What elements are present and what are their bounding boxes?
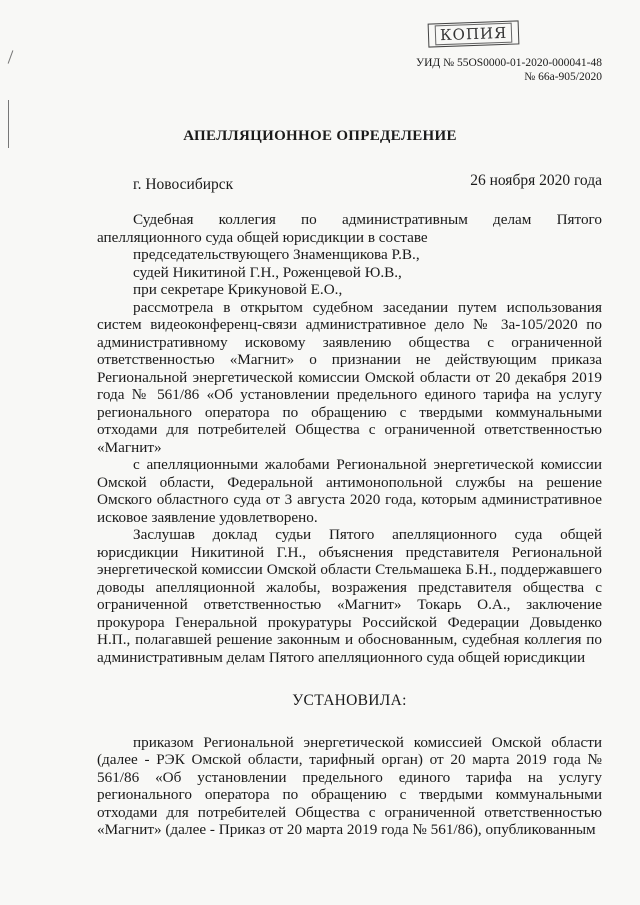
copy-stamp-label: КОПИЯ — [435, 23, 513, 46]
established-paragraph: приказом Региональной энергетической комиссией Омской области (далее - РЭК Омской области, тарифный орган) от 20 марта 2019 года № 561/86 «Об установлении предельного единого тарифа на услугу регионального оператора по обращению с твердыми коммунальными отходами для потребителей Общества с ограниченной ответственностью «Магнит» (далее - Приказ от 20 марта 2019 года № 561/86), опубликованным — [97, 733, 602, 838]
copy-stamp — [428, 20, 520, 47]
heard-paragraph: Заслушав доклад судьи Пятого апелляционного суда общей юрисдикции Никитиной Г.Н., объяснения представителя Региональной энергетической комиссии Омской области Стельмашека Б.Н., поддержавшего доводы апелляционной жалобы, возражения представителя общества с ограниченной ответственностью «Магнит» Токарь О.А., заключение прокурора Генеральной прокуратуры Российской Федерации Довыденко Н.П., полагавшей решение законным и обоснованным, судебная коллегия по административным делам Пятого апелляционного суда общей юрисдикции — [97, 526, 602, 666]
intro-paragraph: Судебная коллегия по административным делам Пятого апелляционного суда общей юрисдикции в составе — [97, 211, 602, 246]
judges: судей Никитиной Г.Н., Роженцевой Ю.В., — [133, 263, 402, 281]
city: г. Новосибирск — [133, 176, 234, 193]
secretary: при секретаре Крикуновой Е.О., — [133, 281, 343, 298]
document-date: 26 ноября 2020 года — [470, 172, 602, 189]
case-number: № 66а-905/2020 — [524, 71, 602, 83]
appeals-paragraph: с апелляционными жалобами Региональной энергетической комиссии Омской области, Федеральной антимонопольной службы на решение Омского областного суда от 3 августа 2020 года, которым административное исковое заявление удовлетворено. — [97, 456, 602, 526]
considered-paragraph: рассмотрела в открытом судебном заседании путем использования систем видеоконференц-связи административное дело № 3а-105/2020 по административному исковому заявлению общества с ограниченной ответственностью «Магнит» о признании не действующим приказа Региональной энергетической комиссии Омской области от 20 декабря 2019 года № 561/86 «Об установлении предельного единого тарифа на услугу регионального оператора по обращению с твердыми коммунальными отходами для потребителей Общества с ограниченной ответственностью «Магнит» — [97, 298, 602, 456]
document-title: АПЕЛЛЯЦИОННОЕ ОПРЕДЕЛЕНИЕ — [183, 128, 457, 144]
established-heading: УСТАНОВИЛА: — [292, 692, 407, 709]
presiding-judge: председательствующего Знаменщикова Р.В., — [133, 246, 420, 263]
margin-mark — [8, 50, 14, 63]
uid-number: УИД № 55OS0000-01-2020-000041-48 — [415, 57, 602, 69]
document-body — [97, 211, 602, 839]
case-identifiers — [416, 56, 602, 84]
